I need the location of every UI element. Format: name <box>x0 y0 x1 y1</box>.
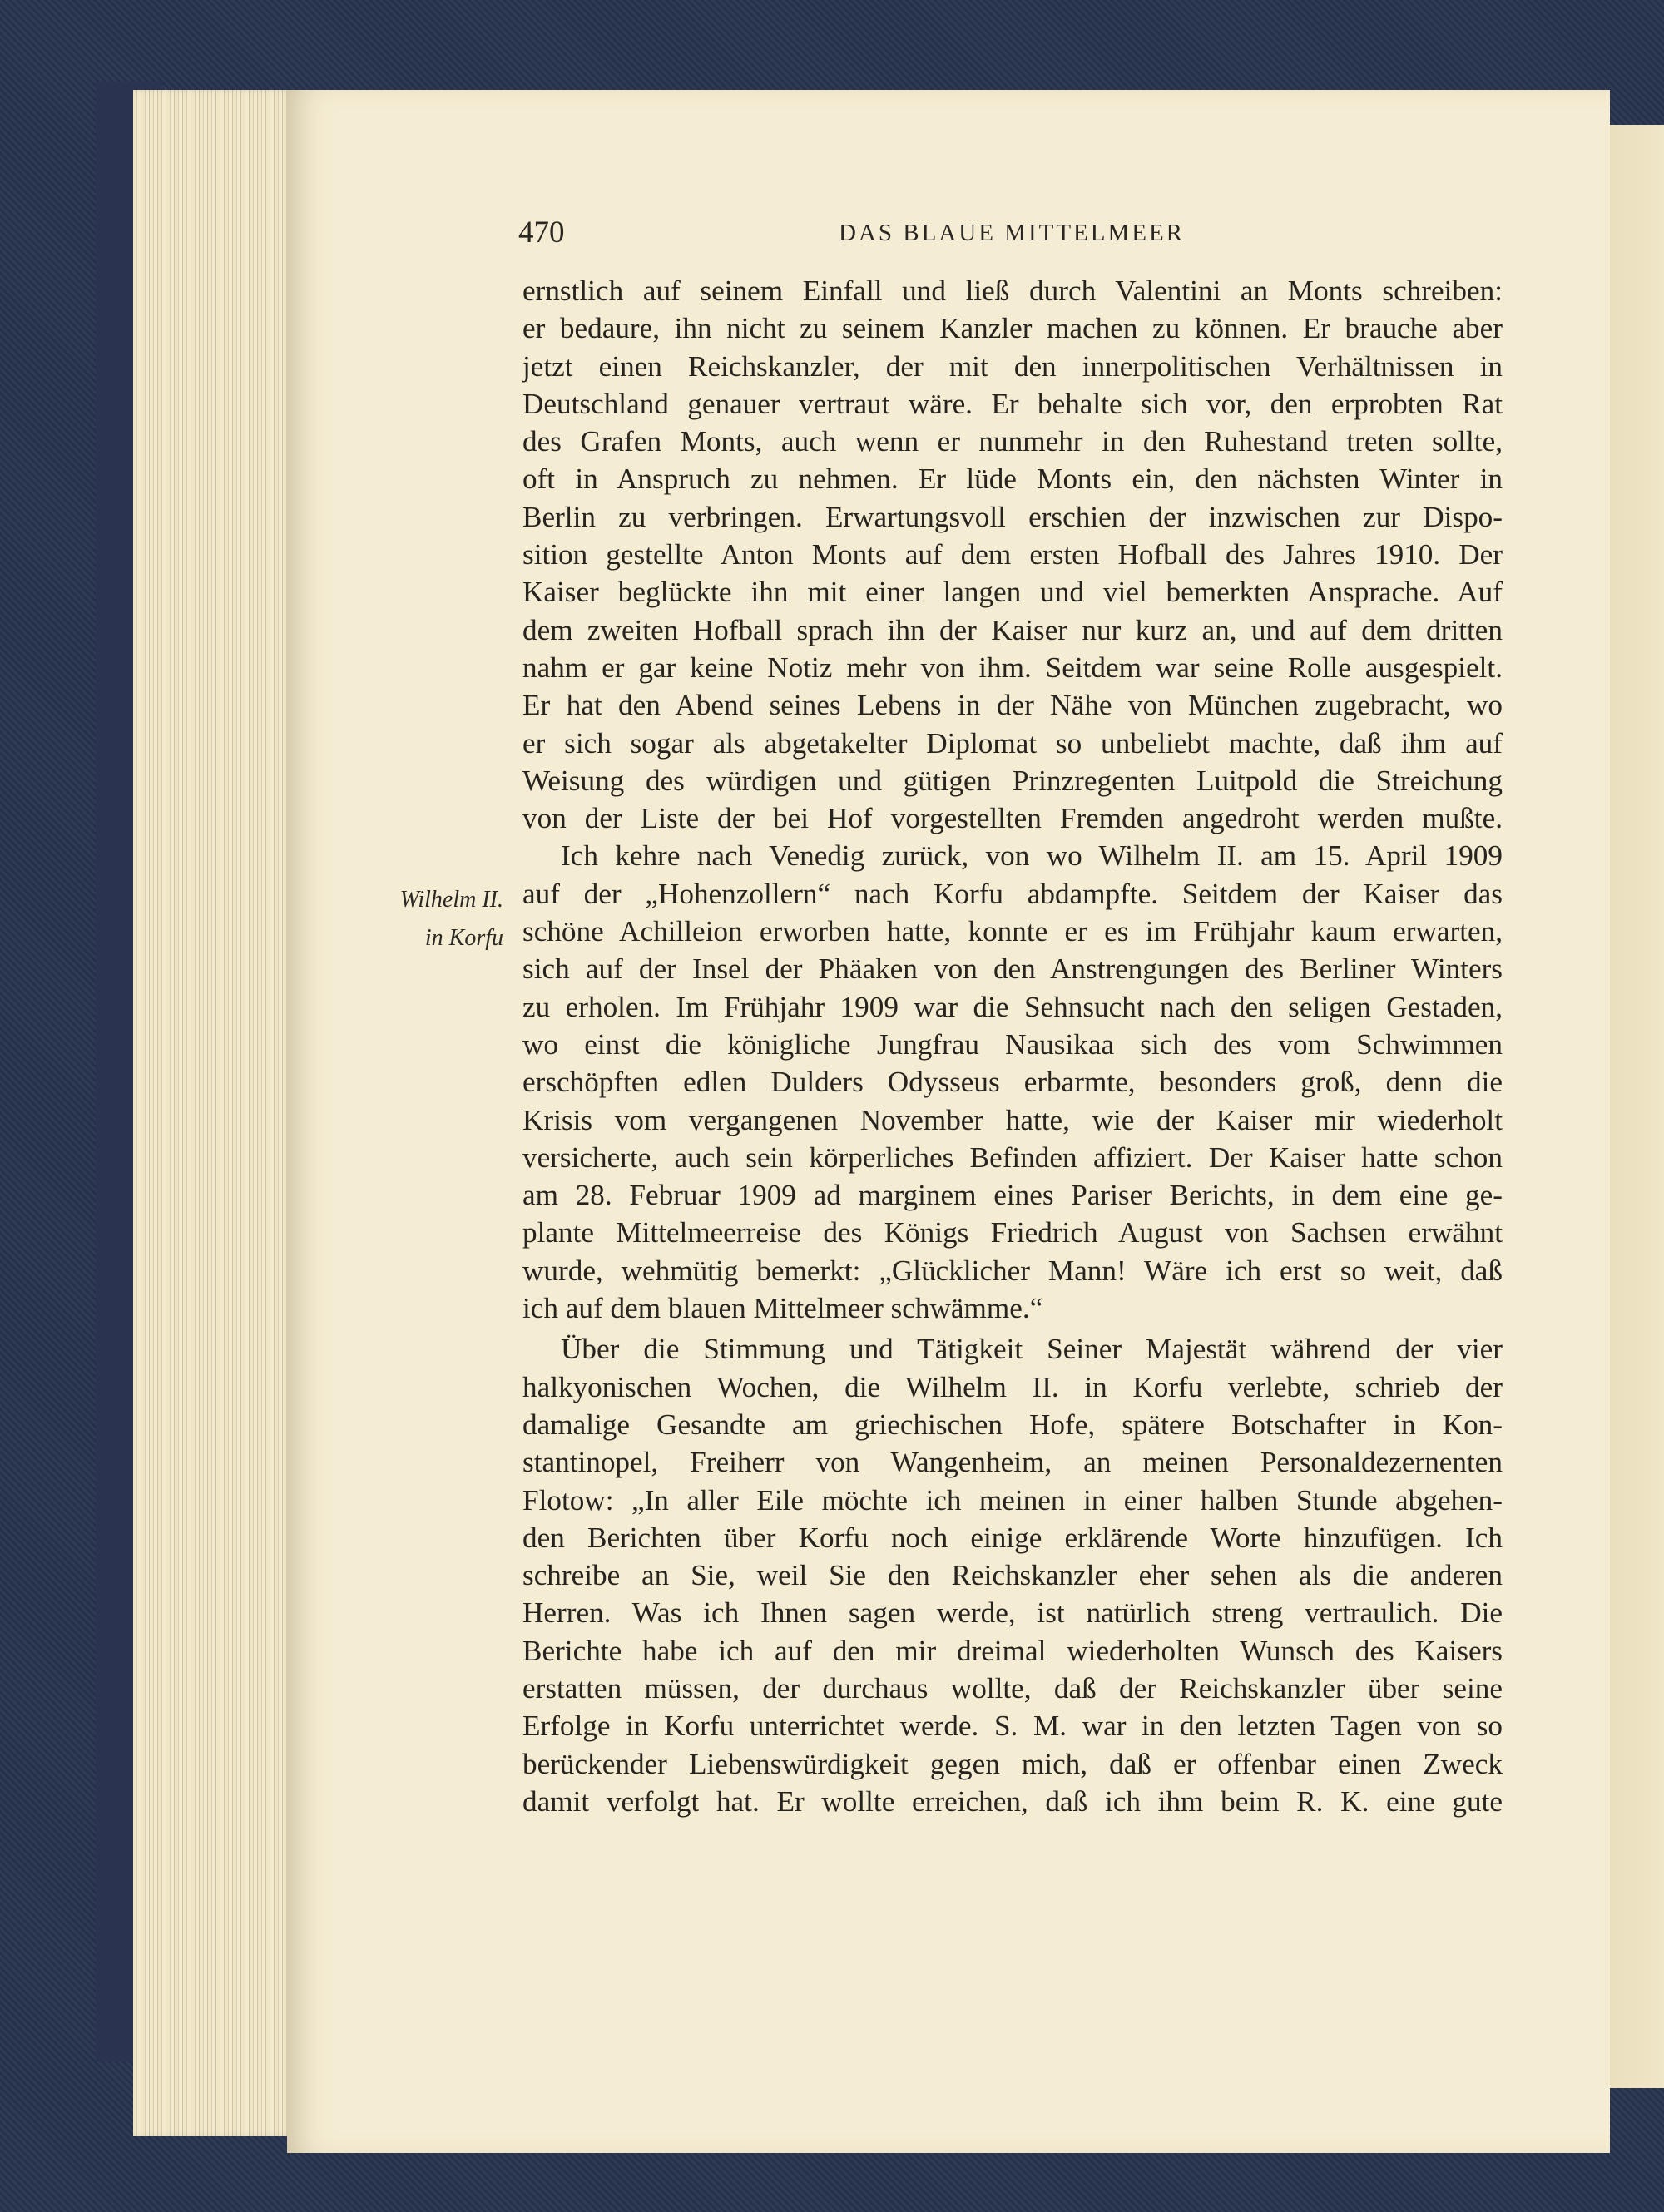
running-title: DAS BLAUE MITTELMEER <box>839 220 1186 246</box>
text-line: Über die Stimmung und Tätigkeit Seiner Majestät während der vier <box>561 1333 1503 1366</box>
text-line: am 28. Februar 1909 ad marginem eines Pariser Berichts, in dem eine ge- <box>522 1179 1503 1212</box>
text-line: damalige Gesandte am griechischen Hofe, spätere Botschafter in Kon- <box>522 1408 1503 1441</box>
text-line: Erfolge in Korfu unterrichtet werde. S. M. war in den letzten Tagen von so <box>522 1710 1503 1743</box>
text-line: schreibe an Sie, weil Sie den Reichskanzler eher sehen als die anderen <box>522 1559 1503 1592</box>
text-line: jetzt einen Reichskanzler, der mit den innerpolitischen Verhältnissen in <box>522 349 1503 383</box>
text-line: Krisis vom vergangenen November hatte, wie der Kaiser mir wiederholt <box>522 1103 1503 1136</box>
text-line: wurde, wehmütig bemerkt: „Glücklicher Mann! Wäre ich erst so weit, daß <box>522 1254 1503 1287</box>
text-line: damit verfolgt hat. Er wollte erreichen, daß ich ihm beim R. K. eine gute <box>522 1784 1503 1818</box>
text-line: nahm er gar keine Notiz mehr von ihm. Seitdem war seine Rolle ausgespielt. <box>522 651 1503 684</box>
text-line: ich auf dem blauen Mittelmeer schwämme.“ <box>522 1292 1043 1325</box>
text-line: erstatten müssen, der durchaus wollte, daß der Reichskanzler über seine <box>522 1671 1503 1705</box>
text-line: sich auf der Insel der Phäaken von den Anstrengungen des Berliner Winters <box>522 953 1503 986</box>
text-line: er sich sogar als abgetakelter Diplomat so unbeliebt machte, daß ihm auf <box>522 726 1503 760</box>
marginal-note-line: Wilhelm II. <box>399 887 503 913</box>
marginal-note-line: in Korfu <box>424 925 503 951</box>
text-line: wo einst die königliche Jungfrau Nausikaa sich des vom Schwimmen <box>522 1027 1503 1061</box>
text-line: ernstlich auf seinem Einfall und ließ durch Valentini an Monts schreiben: <box>522 275 1503 307</box>
text-line: den Berichten über Korfu noch einige erklärende Worte hinzufügen. Ich <box>522 1521 1503 1554</box>
text-line: berückender Liebenswürdigkeit gegen mich, daß er offenbar einen Zweck <box>522 1747 1503 1780</box>
text-line: versicherte, auch sein körperliches Befinden affiziert. Der Kaiser hatte schon <box>522 1141 1503 1174</box>
text-line: Berichte habe ich auf den mir dreimal wiederholten Wunsch des Kaisers <box>522 1634 1503 1667</box>
text-line: Berlin zu verbringen. Erwartungsvoll erschien der inzwischen zur Dispo- <box>522 500 1503 533</box>
text-line: zu erholen. Im Frühjahr 1909 war die Sehnsucht nach den seligen Gestaden, <box>522 990 1503 1023</box>
text-line: erschöpften edlen Dulders Odysseus erbarmte, besonders groß, denn die <box>522 1066 1503 1099</box>
text-line: dem zweiten Hofball sprach ihn der Kaiser nur kurz an, und auf dem dritten <box>522 613 1503 646</box>
paragraph-3 <box>522 1330 1503 1820</box>
text-line: sition gestellte Anton Monts auf dem ersten Hofball des Jahres 1910. Der <box>522 538 1503 572</box>
text-line: des Grafen Monts, auch wenn er nunmehr in den Ruhestand treten sollte, <box>522 425 1503 458</box>
text-line: Er hat den Abend seines Lebens in der Nähe von München zugebracht, wo <box>522 689 1503 722</box>
body-text <box>522 272 1503 1820</box>
page-edges <box>133 90 300 2136</box>
text-line: Kaiser beglückte ihn mit einer langen und viel bemerkten Ansprache. Auf <box>522 576 1503 609</box>
text-line: oft in Anspruch zu nehmen. Er lüde Monts ein, den nächsten Winter in <box>522 463 1503 496</box>
page-number: 470 <box>518 215 565 250</box>
text-line: von der Liste der bei Hof vorgestellten Fremden angedroht werden mußte. <box>522 802 1503 835</box>
text-line: stantinopel, Freiherr von Wangenheim, an meinen Personaldezernenten <box>522 1446 1503 1479</box>
text-line: auf der „Hohenzollern“ nach Korfu abdampfte. Seitdem der Kaiser das <box>522 877 1503 910</box>
text-line: Deutschland genauer vertraut wäre. Er behalte sich vor, den erprobten Rat <box>522 387 1503 420</box>
text-line: Herren. Was ich Ihnen sagen werde, ist natürlich streng vertraulich. Die <box>522 1596 1503 1630</box>
text-line: Ich kehre nach Venedig zurück, von wo Wilhelm II. am 15. April 1909 <box>561 839 1503 873</box>
facing-page-edge <box>1610 125 1664 2088</box>
paragraph-1 <box>522 272 1503 837</box>
running-head <box>518 215 1500 256</box>
paragraph-2 <box>522 837 1503 1327</box>
marginal-note <box>337 881 503 958</box>
text-line: er bedaure, ihn nicht zu seinem Kanzler machen zu können. Er brauche aber <box>522 312 1503 345</box>
text-line: Weisung des würdigen und gütigen Prinzregenten Luitpold die Streichung <box>522 764 1503 797</box>
text-line: Flotow: „In aller Eile möchte ich meinen in einer halben Stunde abgehen- <box>522 1483 1503 1517</box>
text-line: schöne Achilleion erworben hatte, konnte er es im Frühjahr kaum erwarten, <box>522 915 1503 948</box>
text-line: plante Mittelmeerreise des Königs Friedrich August von Sachsen erwähnt <box>522 1216 1503 1250</box>
text-line: halkyonischen Wochen, die Wilhelm II. in Korfu verlebte, schrieb der <box>522 1370 1503 1403</box>
